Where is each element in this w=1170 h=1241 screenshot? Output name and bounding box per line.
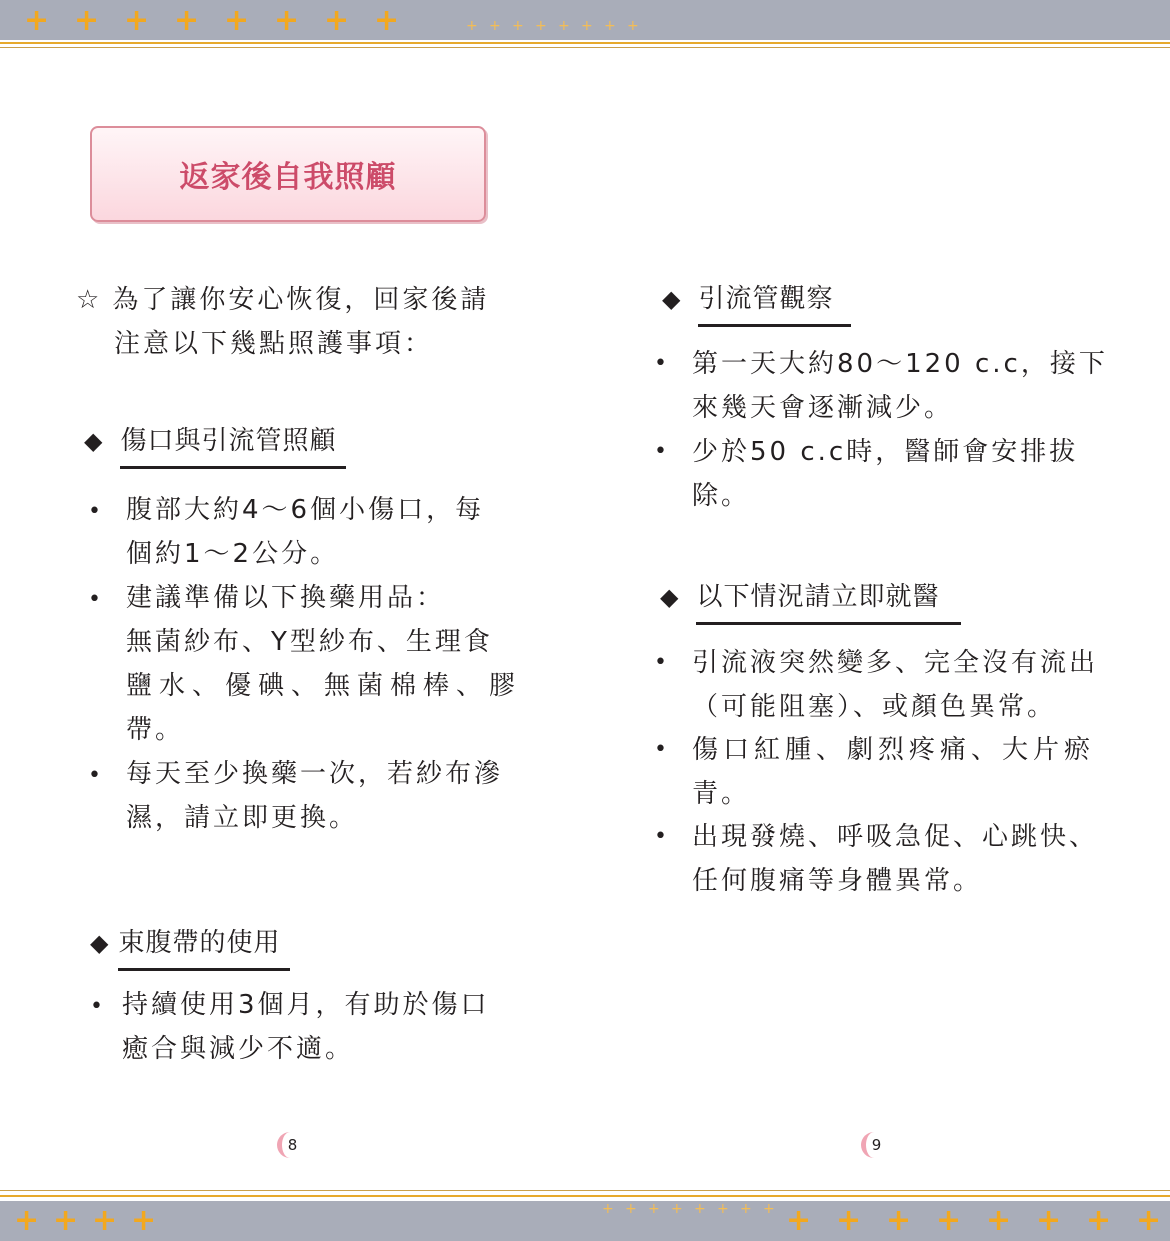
plus-icon: + <box>604 18 616 34</box>
heading-urgent <box>660 580 961 625</box>
plus-icon: + <box>131 1203 157 1238</box>
plus-icon: + <box>602 1201 614 1217</box>
plus-icon: + <box>224 3 250 38</box>
bottom-rule <box>0 1195 1170 1197</box>
star-icon: ☆ <box>76 285 103 315</box>
heading-wound-care <box>84 424 346 469</box>
plus-icon: + <box>174 3 200 38</box>
diamond-icon: ◆ <box>660 583 679 611</box>
plus-icon: + <box>581 18 593 34</box>
bullet-icon: • <box>654 737 667 762</box>
diamond-icon: ◆ <box>84 427 103 455</box>
list-item: 出現發燒、呼吸急促、心跳快、 <box>692 822 1099 852</box>
list-item: 青。 <box>692 779 751 809</box>
plus-icon: + <box>763 1201 775 1217</box>
bottom-rule-thin <box>0 1190 1170 1191</box>
top-rule-thin <box>0 47 1170 48</box>
heading-urgent-label: 以下情況請立即就醫 <box>696 580 961 625</box>
plus-icon: + <box>92 1203 118 1238</box>
top-rule <box>0 42 1170 44</box>
plus-icon: + <box>14 1203 40 1238</box>
bullet-icon: • <box>654 650 667 675</box>
list-item: 腹部大約4～6個小傷口，每 <box>126 495 485 525</box>
plus-icon: + <box>24 3 50 38</box>
list-item: 引流液突然變多、完全沒有流出 <box>692 648 1099 678</box>
plus-icon: + <box>53 1203 79 1238</box>
plus-icon: + <box>627 18 639 34</box>
list-item: 除。 <box>692 481 751 511</box>
list-item: 每天至少換藥一次，若紗布滲 <box>126 759 504 789</box>
plus-icon: + <box>648 1201 660 1217</box>
list-item: 無菌紗布、Y型紗布、生理食 <box>126 627 493 657</box>
intro-line-1: ☆ 為了讓你安心恢復，回家後請 <box>76 285 490 315</box>
heading-drain <box>662 282 851 327</box>
plus-icon: + <box>986 1203 1012 1238</box>
list-item: （可能阻塞）、或顏色異常。 <box>692 692 1057 722</box>
bullet-icon: • <box>654 351 667 376</box>
plus-icon: + <box>558 18 570 34</box>
list-item: 第一天大約80～120 c.c，接下 <box>692 349 1108 379</box>
heading-binder <box>90 926 290 971</box>
plus-icon: + <box>625 1201 637 1217</box>
plus-icon: + <box>489 18 501 34</box>
page-number-right: 9 <box>861 1132 887 1158</box>
heading-binder-label: 束腹帶的使用 <box>118 926 290 971</box>
plus-icon: + <box>936 1203 962 1238</box>
plus-icon: + <box>740 1201 752 1217</box>
plus-icon: + <box>124 3 150 38</box>
plus-icon: + <box>717 1201 729 1217</box>
plus-icon: + <box>274 3 300 38</box>
bullet-icon: • <box>88 587 101 612</box>
heading-drain-label: 引流管觀察 <box>698 282 851 327</box>
title-box <box>90 126 486 222</box>
plus-icon: + <box>836 1203 862 1238</box>
list-item: 持續使用3個月，有助於傷口 <box>122 990 490 1020</box>
plus-icon: + <box>786 1203 812 1238</box>
bullet-icon: • <box>88 763 101 788</box>
plus-icon: + <box>324 3 350 38</box>
bullet-icon: • <box>90 994 103 1019</box>
list-item: 帶。 <box>126 715 185 745</box>
diamond-icon: ◆ <box>662 285 681 313</box>
page-number-left: 8 <box>277 1132 303 1158</box>
plus-icon: + <box>74 3 100 38</box>
list-item: 傷口紅腫、劇烈疼痛、大片瘀 <box>692 735 1096 765</box>
list-item: 鹽水、優碘、無菌棉棒、膠 <box>126 671 523 701</box>
plus-icon: + <box>886 1203 912 1238</box>
plus-icon: + <box>1086 1203 1112 1238</box>
bullet-icon: • <box>88 499 101 524</box>
plus-icon: + <box>694 1201 706 1217</box>
bullet-icon: • <box>654 824 667 849</box>
list-item: 建議準備以下換藥用品： <box>126 583 446 613</box>
list-item: 個約1～2公分。 <box>126 539 340 569</box>
list-item: 濕，請立即更換。 <box>126 803 359 833</box>
plus-icon: + <box>1036 1203 1062 1238</box>
list-item: 少於50 c.c時，醫師會安排拔 <box>692 437 1079 467</box>
plus-icon: + <box>1136 1203 1162 1238</box>
plus-icon: + <box>466 18 478 34</box>
list-item: 來幾天會逐漸減少。 <box>692 393 954 423</box>
bullet-icon: • <box>654 439 667 464</box>
intro-line-2: 注意以下幾點照護事項： <box>114 329 434 359</box>
plus-icon: + <box>374 3 400 38</box>
list-item: 癒合與減少不適。 <box>122 1034 355 1064</box>
list-item: 任何腹痛等身體異常。 <box>692 866 983 896</box>
plus-icon: + <box>535 18 547 34</box>
plus-icon: + <box>512 18 524 34</box>
heading-wound-care-label: 傷口與引流管照顧 <box>120 424 346 469</box>
page-title: 返家後自我照顧 <box>179 160 397 195</box>
diamond-icon: ◆ <box>90 929 109 957</box>
plus-icon: + <box>671 1201 683 1217</box>
